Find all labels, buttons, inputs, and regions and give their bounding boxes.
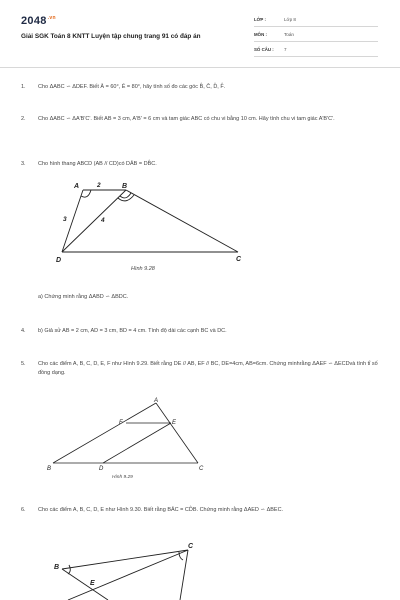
question-text: Cho các điểm A, B, C, D, E như Hình 9.30. Biết rằng BÂC = CD̂B. Chứng minh rằng ΔAED ∽ ΔBEC. [38, 507, 284, 513]
question-text: Cho hình thang ABCD (AB // CD)có DÂB = DB̂C. [38, 161, 157, 167]
meta-value: 7 [284, 47, 287, 52]
segment-de [103, 423, 171, 463]
figure-9-28 [50, 176, 260, 266]
question-number: 5. [21, 361, 26, 367]
document-title: Giải SGK Toán 8 KNTT Luyện tập chung trang 91 có đáp án [21, 33, 201, 40]
question-3 [21, 160, 381, 170]
figure-9-29 [40, 393, 220, 475]
logo-suffix: .vn [47, 15, 56, 21]
label-b: B [47, 466, 52, 472]
question-number: 1. [21, 84, 26, 90]
question-text: Cho các điểm A, B, C, D, E, F như Hình 9.29. Biết rằng DE // AB, EF // BC, DE=4cm, AB=6cm. Chứng minhrằng ΔAEF ∽ ΔECDvà tính tỉ số đồng dạng. [38, 361, 378, 376]
meta-row-question-count [254, 44, 378, 57]
figure-caption: Hình 9.29 [112, 475, 133, 480]
label-e: E [90, 580, 95, 587]
meta-row-subject [254, 29, 378, 42]
document-header [0, 0, 400, 68]
question-2 [21, 115, 381, 135]
label-a: A [74, 183, 80, 190]
label-c: C [236, 256, 242, 263]
site-logo[interactable] [21, 15, 56, 27]
meta-label: LỚP : [254, 17, 266, 22]
segment-bd [62, 190, 126, 252]
question-number: 3. [21, 161, 26, 167]
question-number: 2. [21, 116, 26, 122]
label-b: B [122, 183, 128, 190]
meta-value: Toán [284, 32, 294, 37]
segment-c-down-right [180, 550, 188, 600]
segment-c-down [68, 550, 188, 600]
question-text: Cho ΔABC ∽ ΔDEF. Biết Â = 60°, Ê = 80°, hãy tính số đo các góc B̂, Ĉ, D̂, F̂. [38, 84, 226, 90]
question-number: 4. [21, 328, 26, 334]
label-e: E [172, 420, 177, 426]
length-ab: 2 [97, 182, 101, 189]
question-5 [21, 360, 381, 380]
segment-bc [126, 190, 238, 252]
logo-text: 2048 [21, 15, 47, 27]
figure-9-30 [48, 538, 208, 600]
question-4 [21, 327, 381, 337]
figure-caption: Hình 9.28 [131, 266, 155, 272]
length-ad: 3 [63, 216, 67, 223]
meta-value: Lớp 8 [284, 17, 296, 22]
segment-ab [53, 403, 156, 463]
question-6 [21, 506, 381, 526]
label-d: D [56, 257, 62, 264]
meta-label: SỐ CÂU : [254, 47, 274, 52]
angle-mark-b [68, 565, 70, 574]
meta-label: MÔN : [254, 32, 267, 37]
label-c: C [188, 543, 194, 550]
segment-ac [156, 403, 198, 463]
question-text: Cho ΔABC ∽ ΔA'B'C'. Biết AB = 3 cm, A'B' = 6 cm và tam giác ABC có chu vi bằng 10 cm. Hãy tính chu vi tam giác A'B'C'. [38, 116, 335, 122]
label-d: D [99, 466, 104, 472]
label-f: F [119, 420, 123, 426]
length-bd: 4 [101, 217, 105, 224]
question-3a-text: a) Chứng minh rằng ΔABD ∽ ΔBDC. [38, 294, 129, 300]
label-b: B [54, 564, 60, 571]
label-a: A [154, 398, 159, 404]
question-number: 6. [21, 507, 26, 513]
segment-bc [62, 550, 188, 569]
meta-row-grade [254, 14, 378, 27]
question-text: b) Giả sử AB = 2 cm, AD = 3 cm, BD = 4 cm. Tính độ dài các cạnh BC và DC. [38, 328, 227, 334]
question-1 [21, 83, 381, 93]
label-c: C [199, 466, 204, 472]
